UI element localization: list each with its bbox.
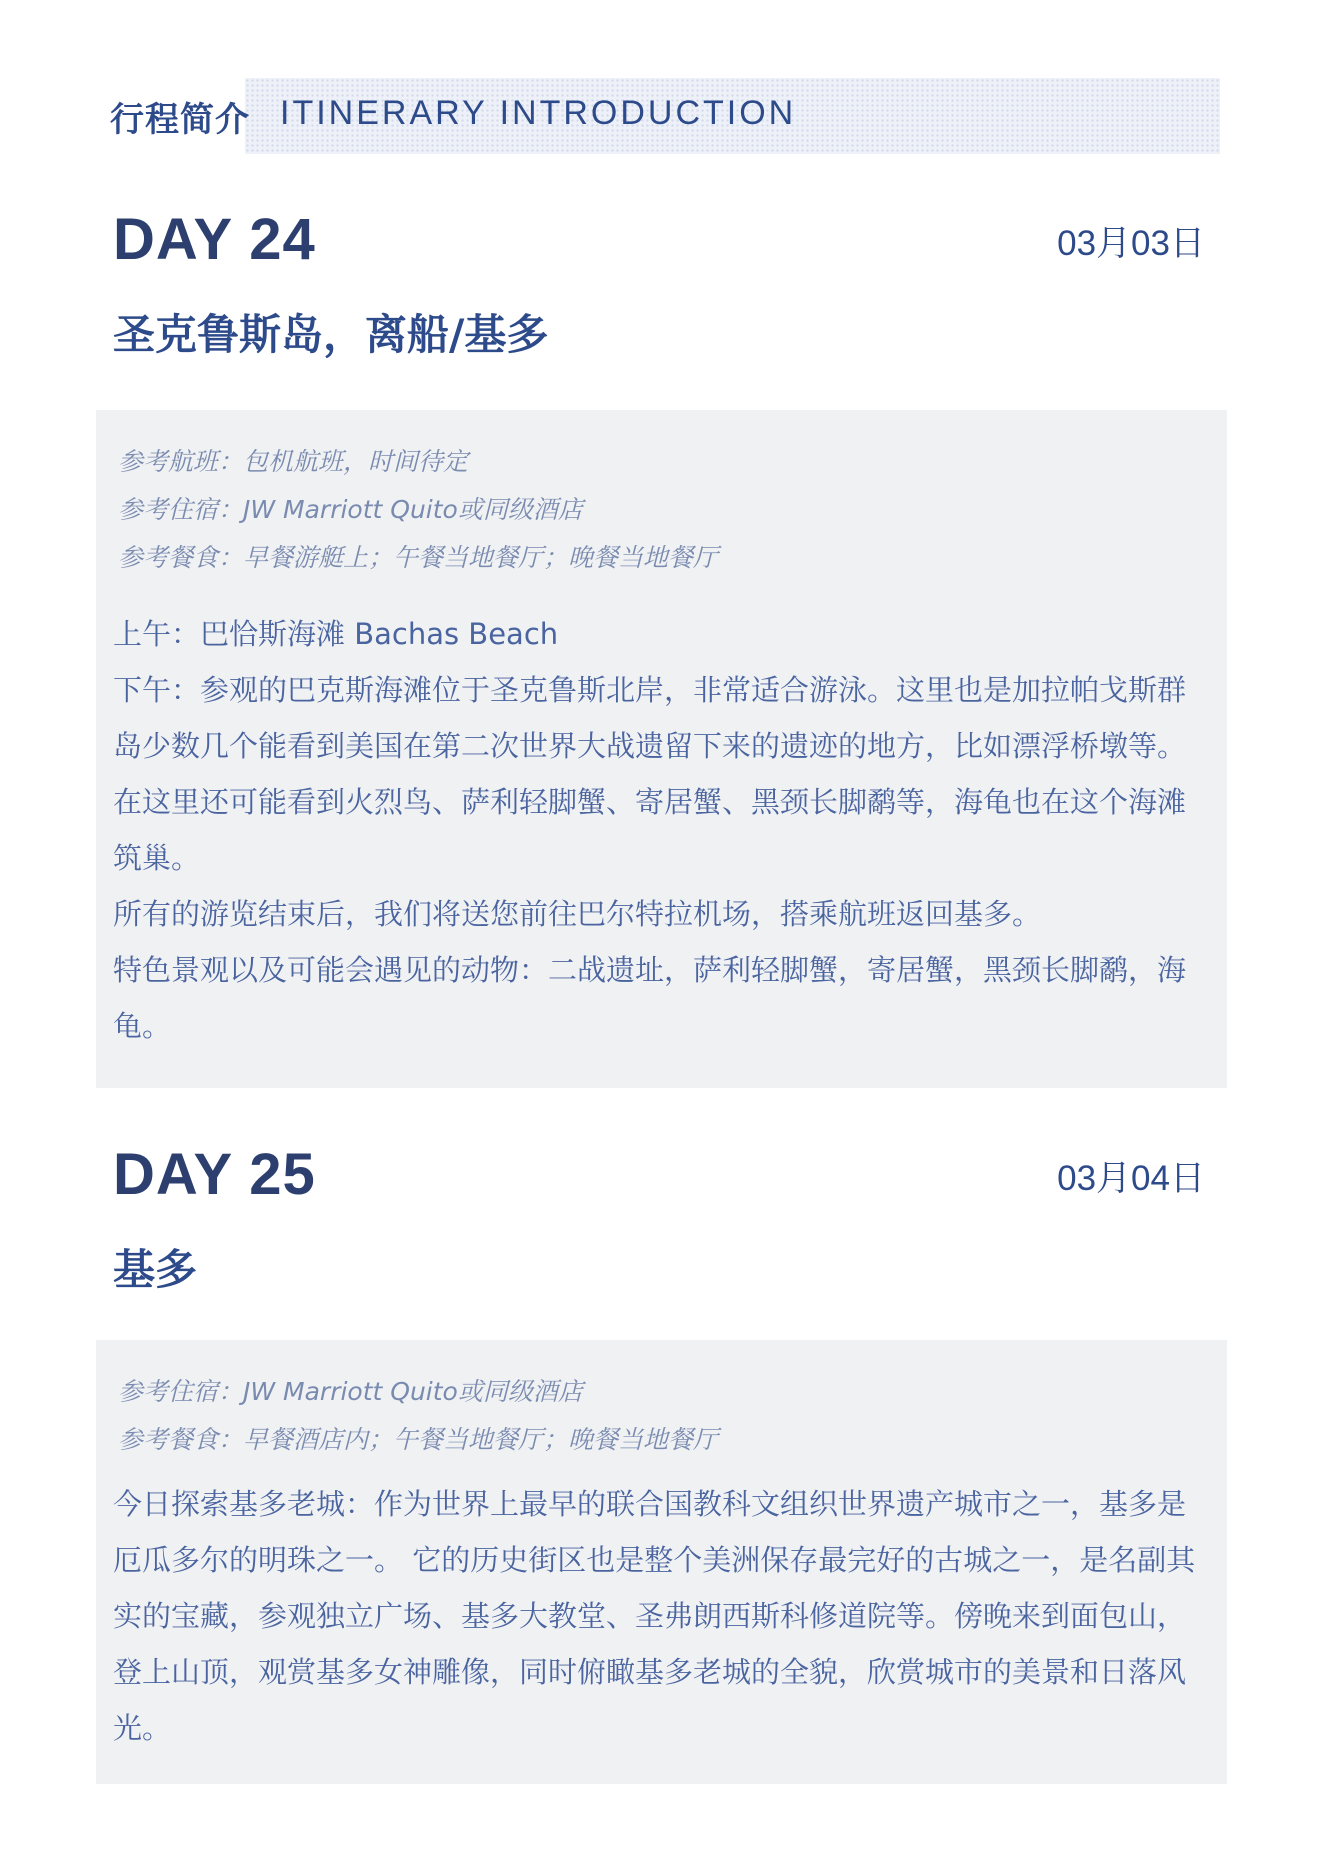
header-title-en: ITINERARY INTRODUCTION — [280, 94, 797, 132]
description-paragraph: 特色景观以及可能会遇见的动物：二战遗址，萨利轻脚蟹，寄居蟹，黑颈长脚鹬，海龟。 — [113, 953, 1187, 1043]
description-paragraph: 所有的游览结束后，我们将送您前往巴尔特拉机场，搭乘航班返回基多。 — [113, 897, 1042, 931]
description-paragraph: 下午：参观的巴克斯海滩位于圣克鲁斯北岸，非常适合游泳。这里也是加拉帕戈斯群岛少数几个能看到美国在第二次世界大战遗留下来的遗迹的地方，比如漂浮桥墩等。在这里还可能看到火烈鸟、萨利轻脚蟹、寄居蟹、黑颈长脚鹬等，海龟也在这个海滩筑巢。 — [113, 673, 1187, 875]
reference-meals: 参考餐食：早餐酒店内；午餐当地餐厅；晚餐当地餐厅 — [118, 1425, 719, 1454]
reference-meals: 参考餐食：早餐游艇上；午餐当地餐厅；晚餐当地餐厅 — [118, 543, 719, 572]
day-24-details-panel — [96, 410, 1227, 1088]
day-25-details-panel — [96, 1340, 1227, 1784]
header-title-cn: 行程简介 — [110, 100, 250, 140]
day-title: 圣克鲁斯岛，离船/基多 — [113, 310, 549, 359]
day-description — [113, 606, 1207, 1054]
description-paragraph: 今日探索基多老城：作为世界上最早的联合国教科文组织世界遗产城市之一，基多是厄瓜多尔的明珠之一。 它的历史街区也是整个美洲保存最完好的古城之一，是名副其实的宝藏，参观独立广场、基多大教堂、圣弗朗西斯科修道院等。傍晚来到面包山，登上山顶，观赏基多女神雕像，同时俯瞰基多老城的全貌，欣赏城市的美景和日落风光。 — [113, 1487, 1196, 1745]
section-header — [110, 78, 1220, 154]
reference-flight: 参考航班：包机航班，时间待定 — [118, 447, 469, 476]
reference-info — [118, 1368, 718, 1464]
day-label: DAY 24 — [113, 207, 316, 272]
day-date: 03月03日 — [1057, 224, 1205, 263]
reference-hotel: 参考住宿：JW Marriott Quito或同级酒店 — [118, 495, 583, 524]
reference-hotel: 参考住宿：JW Marriott Quito或同级酒店 — [118, 1377, 583, 1406]
description-paragraph: 上午：巴恰斯海滩 Bachas Beach — [113, 617, 559, 651]
day-label: DAY 25 — [113, 1142, 316, 1207]
day-title: 基多 — [113, 1245, 198, 1294]
day-description — [113, 1476, 1207, 1756]
reference-info — [118, 438, 718, 582]
day-date: 03月04日 — [1057, 1159, 1205, 1198]
